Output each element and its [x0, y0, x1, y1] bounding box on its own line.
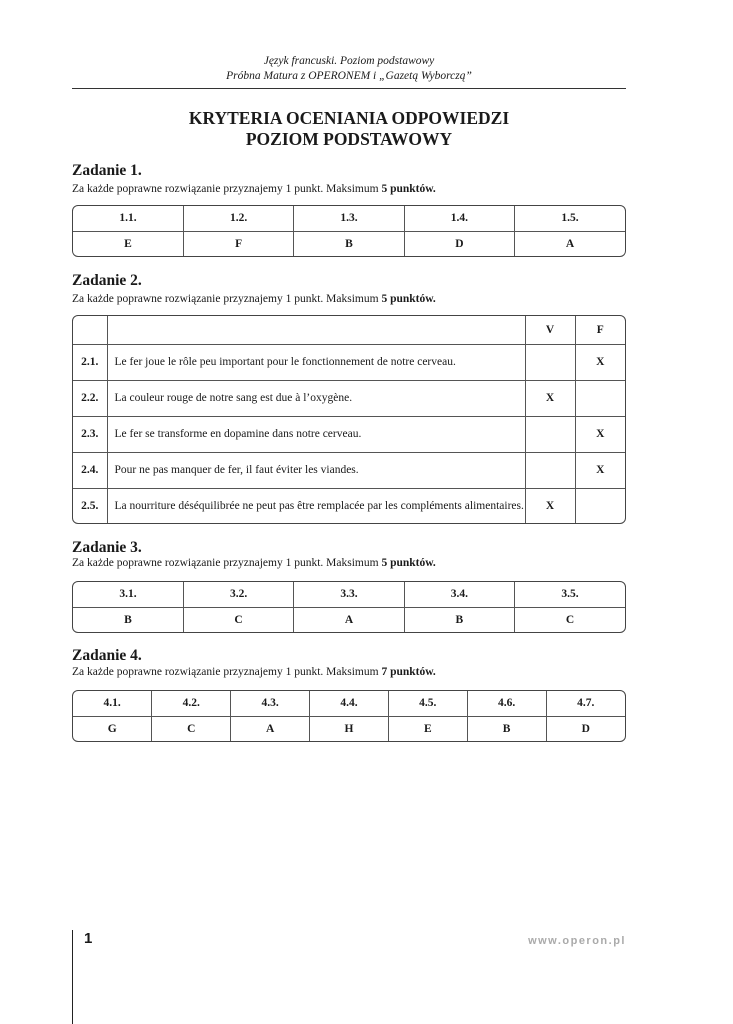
item-number: 2.5. — [73, 488, 107, 523]
false-mark — [575, 380, 625, 416]
false-mark: X — [575, 416, 625, 452]
item-number: 1.4. — [404, 206, 514, 231]
true-mark — [525, 452, 575, 488]
item-number: 4.3. — [231, 691, 310, 716]
item-number: 3.5. — [515, 582, 625, 607]
true-mark: X — [525, 488, 575, 523]
statement-text: Le fer se transforme en dopamine dans notre cerveau. — [107, 416, 525, 452]
task-1-note — [72, 183, 436, 195]
item-number: 2.4. — [73, 452, 107, 488]
statement-text: Pour ne pas manquer de fer, il faut éviter les viandes. — [107, 452, 525, 488]
answer-cell: B — [73, 607, 183, 632]
task-4-note — [72, 666, 436, 678]
answer-cell: G — [73, 716, 152, 741]
header-divider — [72, 88, 626, 89]
task-2-note-text: Za każde poprawne rozwiązanie przyznajemy 1 punkt. Maksimum — [72, 293, 382, 305]
task-1-heading: Zadanie 1. — [72, 162, 142, 179]
answer-cell: B — [467, 716, 546, 741]
task-3-note-text: Za każde poprawne rozwiązanie przyznajemy 1 punkt. Maksimum — [72, 557, 382, 569]
table-row — [73, 716, 625, 741]
page-title — [72, 108, 626, 150]
empty-header-cell — [107, 316, 525, 344]
title-line-1: KRYTERIA OCENIANIA ODPOWIEDZI — [188, 108, 510, 128]
false-mark — [575, 488, 625, 523]
task-2-max-points: 5 punktów. — [381, 293, 436, 305]
item-number: 1.1. — [73, 206, 183, 231]
page-number: 1 — [84, 930, 93, 947]
task-3-heading: Zadanie 3. — [72, 539, 142, 556]
table-row — [73, 582, 625, 607]
table-row — [73, 344, 625, 380]
table-row — [73, 416, 625, 452]
answer-cell: D — [404, 231, 514, 256]
answer-cell: C — [152, 716, 231, 741]
true-mark — [525, 344, 575, 380]
item-number: 1.3. — [294, 206, 404, 231]
item-number: 4.6. — [467, 691, 546, 716]
item-number: 4.1. — [73, 691, 152, 716]
publisher-url: www.operon.pl — [528, 935, 626, 947]
answer-cell: E — [388, 716, 467, 741]
item-number: 3.2. — [183, 582, 293, 607]
table-row — [73, 488, 625, 523]
item-number: 2.1. — [73, 344, 107, 380]
header-exam: Próbna Matura z OPERONEM i „Gazetą Wyborczą” — [226, 70, 472, 82]
answer-cell: A — [294, 607, 404, 632]
column-false: F — [575, 316, 625, 344]
item-number: 1.5. — [515, 206, 625, 231]
false-mark: X — [575, 344, 625, 380]
item-number: 4.2. — [152, 691, 231, 716]
task-1-note-text: Za każde poprawne rozwiązanie przyznajemy 1 punkt. Maksimum — [72, 183, 382, 195]
answer-cell: H — [310, 716, 389, 741]
item-number: 3.4. — [404, 582, 514, 607]
margin-rule — [72, 930, 73, 1024]
task-3-answer-table — [72, 581, 626, 633]
header-subject: Język francuski. Poziom podstawowy — [263, 55, 435, 67]
task-4-heading: Zadanie 4. — [72, 647, 142, 664]
false-mark: X — [575, 452, 625, 488]
empty-header-cell — [73, 316, 107, 344]
answer-cell: A — [231, 716, 310, 741]
answer-cell: F — [183, 231, 293, 256]
statement-text: La couleur rouge de notre sang est due à l’oxygène. — [107, 380, 525, 416]
item-number: 3.3. — [294, 582, 404, 607]
answer-cell: E — [73, 231, 183, 256]
true-mark — [525, 416, 575, 452]
task-3-max-points: 5 punktów. — [381, 557, 436, 569]
statement-text: La nourriture déséquilibrée ne peut pas être remplacée par les compléments alimentaires. — [107, 488, 525, 523]
task-4-note-text: Za każde poprawne rozwiązanie przyznajemy 1 punkt. Maksimum — [72, 666, 382, 678]
table-header-row — [73, 316, 625, 344]
item-number: 3.1. — [73, 582, 183, 607]
running-header — [72, 54, 626, 84]
answer-cell: A — [515, 231, 625, 256]
item-number: 2.3. — [73, 416, 107, 452]
task-4-answer-table — [72, 690, 626, 742]
table-row — [73, 452, 625, 488]
table-row — [73, 380, 625, 416]
table-row — [73, 206, 625, 231]
column-true: V — [525, 316, 575, 344]
table-row — [73, 691, 625, 716]
true-mark: X — [525, 380, 575, 416]
task-2-note — [72, 293, 436, 305]
item-number: 2.2. — [73, 380, 107, 416]
answer-cell: C — [183, 607, 293, 632]
item-number: 4.5. — [388, 691, 467, 716]
task-1-answer-table — [72, 205, 626, 257]
answer-cell: B — [404, 607, 514, 632]
item-number: 1.2. — [183, 206, 293, 231]
item-number: 4.7. — [546, 691, 625, 716]
answer-cell: C — [515, 607, 625, 632]
task-3-note — [72, 557, 436, 569]
statement-text: Le fer joue le rôle peu important pour le fonctionnement de notre cerveau. — [107, 344, 525, 380]
task-2-heading: Zadanie 2. — [72, 272, 142, 289]
title-line-2: POZIOM PODSTAWOWY — [245, 129, 453, 149]
item-number: 4.4. — [310, 691, 389, 716]
answer-cell: B — [294, 231, 404, 256]
task-1-max-points: 5 punktów. — [381, 183, 436, 195]
table-row — [73, 607, 625, 632]
table-row — [73, 231, 625, 256]
task-2-true-false-table — [72, 315, 626, 524]
task-4-max-points: 7 punktów. — [381, 666, 436, 678]
answer-cell: D — [546, 716, 625, 741]
